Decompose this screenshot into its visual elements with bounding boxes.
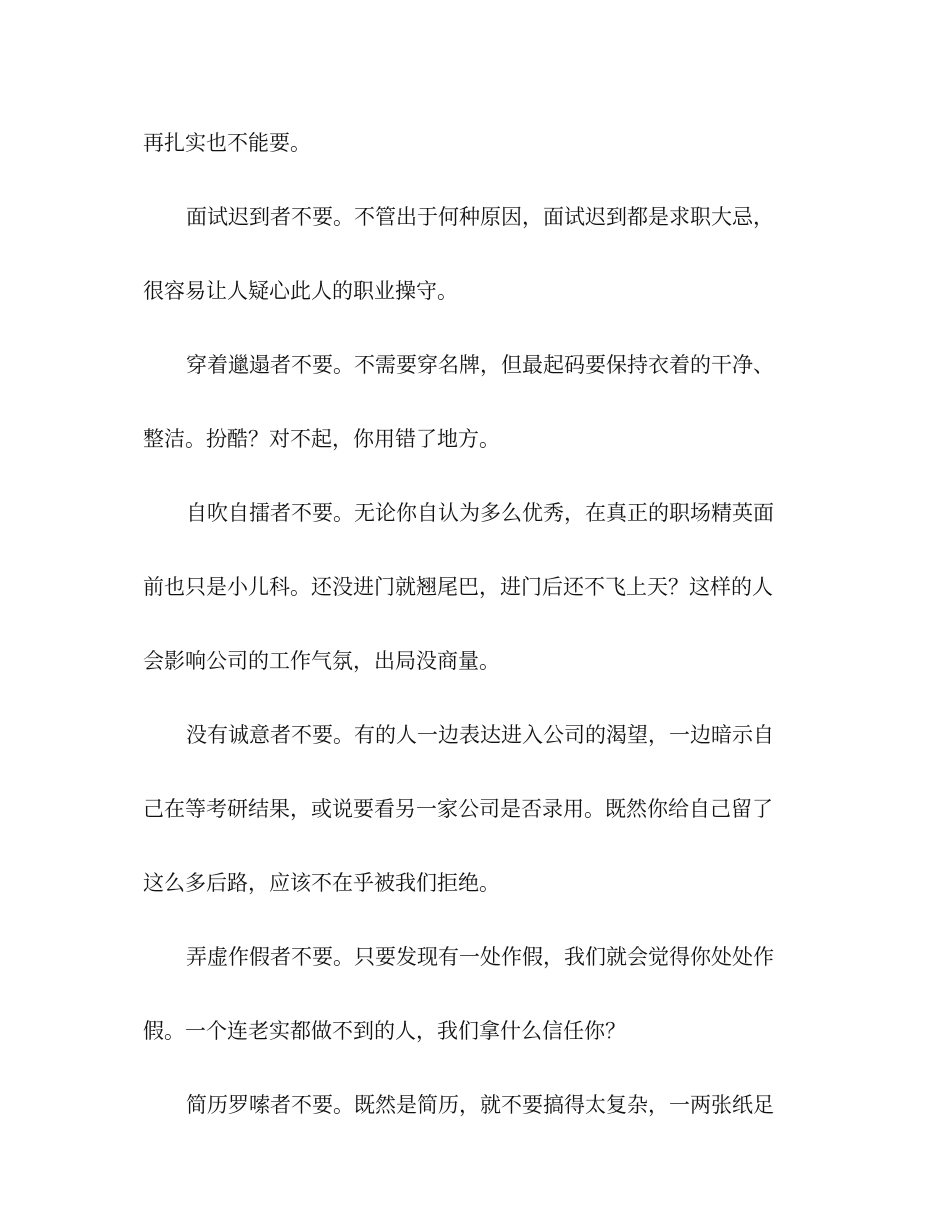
text-line: 假。一个连老实都做不到的人，我们拿什么信任你？ xyxy=(143,1019,626,1043)
text-line: 再扎实也不能要。 xyxy=(143,131,311,155)
paragraph-first-line: 面试迟到者不要。不管出于何种原因，面试迟到都是求职大忌， xyxy=(186,205,774,229)
paragraph-first-line: 自吹自擂者不要。无论你自认为多么优秀，在真正的职场精英面 xyxy=(186,501,774,525)
text-line: 前也只是小儿科。还没进门就翘尾巴，进门后还不飞上天？这样的人 xyxy=(143,575,773,599)
text-line: 己在等考研结果，或说要看另一家公司是否录用。既然你给自己留了 xyxy=(143,797,773,821)
paragraph-first-line: 穿着邋遢者不要。不需要穿名牌，但最起码要保持衣着的干净、 xyxy=(186,353,774,377)
text-line: 很容易让人疑心此人的职业操守。 xyxy=(143,279,458,303)
text-line: 整洁。扮酷？对不起，你用错了地方。 xyxy=(143,427,500,451)
text-line: 会影响公司的工作气氛，出局没商量。 xyxy=(143,649,500,673)
paragraph-first-line: 没有诚意者不要。有的人一边表达进入公司的渴望，一边暗示自 xyxy=(186,723,774,747)
text-line: 这么多后路，应该不在乎被我们拒绝。 xyxy=(143,871,500,895)
paragraph-first-line: 弄虚作假者不要。只要发现有一处作假，我们就会觉得你处处作 xyxy=(186,945,774,969)
paragraph-first-line: 简历罗嗦者不要。既然是简历，就不要搞得太复杂，一两张纸足 xyxy=(186,1093,774,1117)
